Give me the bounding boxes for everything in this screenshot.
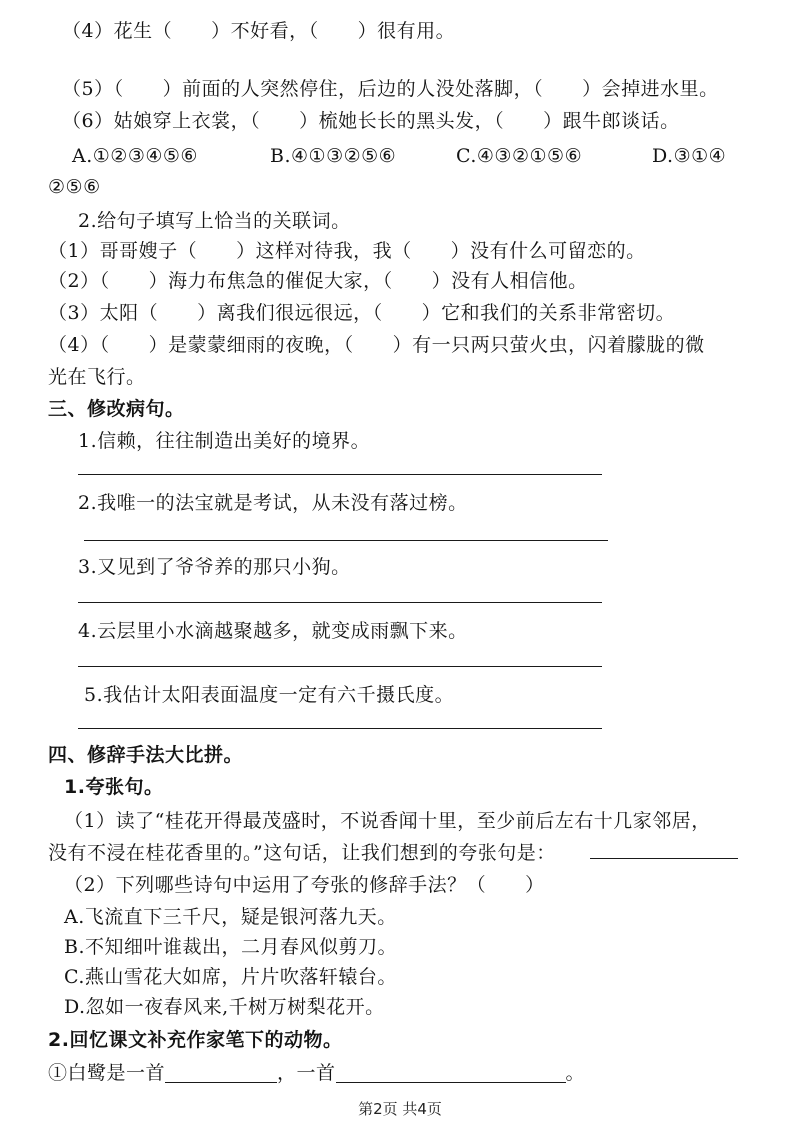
sentence-1: 1.信赖，往往制造出美好的境界。 (78, 430, 371, 452)
poem-option-c: C.燕山雪花大如席，片片吹落轩辕台。 (64, 966, 397, 988)
answer-blank-2 (336, 1062, 566, 1083)
section-4-subheading-2: 2.回忆课文补充作家笔下的动物。 (48, 1029, 343, 1051)
q2-item-4-continued: 光在飞行。 (48, 366, 146, 388)
section-3-heading: 三、修改病句。 (48, 398, 185, 420)
exaggeration-question-2: （2）下列哪些诗句中运用了夸张的修辞手法？（ ） (64, 874, 545, 896)
answer-line-1 (78, 474, 602, 475)
exaggeration-question-1: （1）读了“桂花开得最茂盛时，不说香闻十里，至少前后左右十几家邻居， (64, 810, 711, 832)
q1-option-d-continued: ②⑤⑥ (48, 176, 101, 198)
answer-blank-1 (165, 1062, 277, 1083)
q1-option-c: C.④③②①⑤⑥ (456, 145, 583, 167)
q2-item-1: （1）哥哥嫂子（ ）这样对待我，我（ ）没有什么可留恋的。 (48, 240, 646, 262)
q2-item-4: （4）（ ）是蒙蒙细雨的夜晚，（ ）有一只两只萤火虫，闪着朦胧的微 (48, 334, 705, 356)
q1-item-6: （6）姑娘穿上衣裳，（ ）梳她长长的黑头发，（ ）跟牛郎谈话。 (62, 110, 680, 132)
answer-line-2 (84, 540, 608, 541)
page-footer: 第2页 共4页 (358, 1100, 442, 1118)
poem-option-a: A.飞流直下三千尺，疑是银河落九天。 (64, 906, 397, 928)
sentence-2: 2.我唯一的法宝就是考试，从未没有落过榜。 (78, 492, 468, 514)
answer-line-4 (78, 666, 602, 667)
section-4-subheading-1: 1.夸张句。 (64, 776, 164, 798)
animal-fill-text-2: ，一首 (277, 1062, 336, 1084)
answer-line-3 (78, 602, 602, 603)
answer-line-5 (78, 728, 602, 729)
sentence-4: 4.云层里小水滴越聚越多，就变成雨飘下来。 (78, 620, 468, 642)
poem-option-d: D.忽如一夜春风来,千树万树梨花开。 (64, 996, 385, 1018)
sentence-3: 3.又见到了爷爷养的那只小狗。 (78, 556, 351, 578)
answer-blank-exaggeration (590, 858, 738, 859)
q2-item-2: （2）（ ）海力布焦急的催促大家，（ ）没有人相信他。 (48, 270, 588, 292)
q1-option-d: D.③①④ (652, 145, 727, 167)
animal-fill-text-1: ①白鹭是一首 (48, 1062, 166, 1084)
q1-option-a: A.①②③④⑤⑥ (72, 145, 198, 167)
q1-option-b: B.④①③②⑤⑥ (270, 145, 397, 167)
poem-option-b: B.不知细叶谁裁出，二月春风似剪刀。 (64, 936, 398, 958)
q2-title: 2.给句子填写上恰当的关联词。 (78, 210, 351, 232)
q1-item-4: （4）花生（ ）不好看，（ ）很有用。 (62, 20, 456, 42)
q2-item-3: （3）太阳（ ）离我们很远很远，（ ）它和我们的关系非常密切。 (48, 302, 676, 324)
sentence-5: 5.我估计太阳表面温度一定有六千摄氏度。 (84, 684, 455, 706)
animal-fill-line (48, 1060, 585, 1086)
section-4-heading: 四、修辞手法大比拼。 (48, 744, 244, 766)
q1-item-5: （5）（ ）前面的人突然停住，后边的人没处落脚，（ ）会掉进水里。 (62, 78, 719, 100)
exaggeration-question-1-continued: 没有不浸在桂花香里的。”这句话，让我们想到的夸张句是： (48, 842, 556, 864)
animal-fill-text-3: 。 (565, 1062, 586, 1084)
